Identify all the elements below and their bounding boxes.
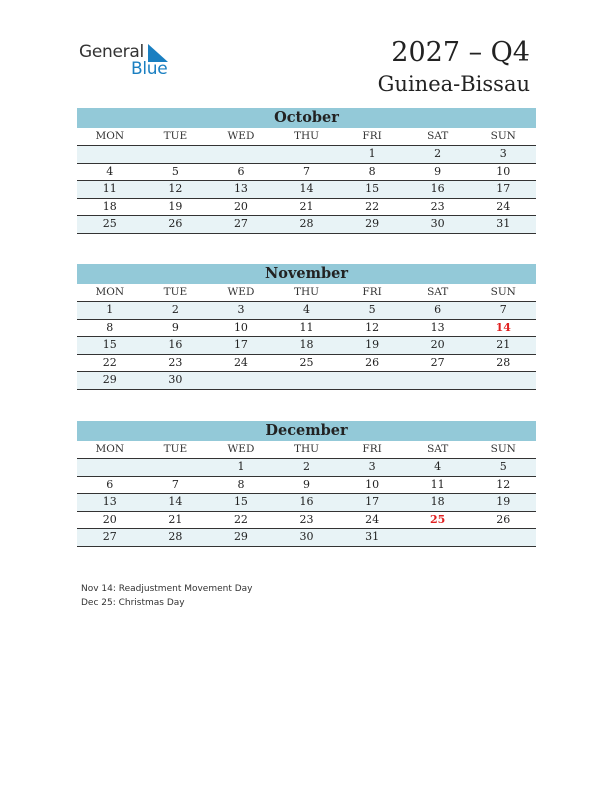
day-cell: 2 [303, 460, 311, 473]
logo-general-text: General [79, 42, 144, 62]
day-cell: 21 [496, 338, 511, 351]
day-cell: 13 [430, 320, 445, 334]
day-cell: 17 [496, 182, 511, 195]
day-cell: 8 [106, 320, 114, 334]
day-cell: 17 [233, 338, 248, 351]
day-cell: 16 [430, 182, 445, 195]
day-cell [143, 146, 209, 163]
day-cell: 26 [365, 355, 380, 369]
week-row [77, 512, 536, 530]
day-cell: 26 [168, 217, 183, 230]
day-cell: 21 [299, 199, 314, 213]
weekday-label: THU [294, 443, 320, 455]
weekday-label: SUN [490, 130, 516, 142]
weekday-label: SAT [427, 443, 449, 455]
day-cell [274, 146, 340, 163]
week-row [77, 302, 536, 320]
weekday-header-row [77, 284, 536, 302]
day-cell: 12 [365, 320, 380, 334]
day-cell: 28 [168, 530, 183, 543]
day-cell [470, 529, 536, 546]
day-cell: 18 [102, 199, 117, 213]
weekday-header-row [77, 441, 536, 459]
day-cell: 29 [365, 217, 380, 230]
day-cell [405, 372, 471, 389]
day-cell: 24 [233, 355, 248, 369]
day-cell: 30 [168, 373, 183, 386]
page-subtitle: Guinea-Bissau [377, 72, 530, 96]
month-name: December [77, 421, 536, 441]
day-cell: 10 [365, 477, 380, 491]
week-row [77, 216, 536, 234]
weekday-header-row [77, 128, 536, 146]
weekday-label: THU [294, 130, 320, 142]
day-cell: 22 [233, 512, 248, 526]
month-calendar-november [77, 264, 536, 390]
weekday-label: SAT [427, 130, 449, 142]
week-row [77, 199, 536, 217]
week-row [77, 477, 536, 495]
day-cell: 5 [368, 303, 376, 316]
weekday-label: SUN [490, 443, 516, 455]
day-cell: 16 [168, 338, 183, 351]
day-cell: 4 [434, 460, 442, 473]
holiday-day-cell: 25 [430, 512, 446, 526]
day-cell: 2 [434, 147, 442, 160]
day-cell [339, 372, 405, 389]
day-cell [77, 146, 143, 163]
day-cell: 7 [499, 303, 507, 316]
day-cell: 24 [496, 199, 511, 213]
day-cell: 1 [237, 460, 245, 473]
day-cell: 23 [168, 355, 183, 369]
day-cell [77, 459, 143, 476]
day-cell: 29 [233, 530, 248, 543]
month-calendar-december [77, 421, 536, 547]
holiday-notes [81, 582, 253, 610]
day-cell [470, 372, 536, 389]
day-cell: 17 [365, 495, 380, 508]
day-cell: 1 [368, 147, 376, 160]
day-cell: 8 [368, 164, 376, 178]
weekday-label: THU [294, 286, 320, 298]
weekday-label: SAT [427, 286, 449, 298]
week-row [77, 337, 536, 355]
day-cell: 2 [171, 303, 179, 316]
day-cell: 3 [499, 147, 507, 160]
day-cell: 5 [499, 460, 507, 473]
weekday-label: MON [95, 443, 125, 455]
day-cell: 5 [171, 164, 179, 178]
day-cell: 12 [168, 182, 183, 195]
day-cell: 14 [299, 182, 314, 195]
day-cell: 22 [365, 199, 380, 213]
week-row [77, 529, 536, 547]
day-cell: 19 [496, 495, 511, 508]
day-cell: 15 [102, 338, 117, 351]
day-cell [274, 372, 340, 389]
month-name: October [77, 108, 536, 128]
day-cell: 21 [168, 512, 183, 526]
day-cell [208, 372, 274, 389]
day-cell [208, 146, 274, 163]
weekday-label: WED [227, 443, 255, 455]
weekday-label: MON [95, 286, 125, 298]
week-row [77, 320, 536, 338]
week-row [77, 459, 536, 477]
day-cell: 28 [299, 217, 314, 230]
day-cell: 13 [102, 495, 117, 508]
day-cell: 15 [233, 495, 248, 508]
day-cell: 6 [434, 303, 442, 316]
day-cell: 27 [430, 355, 445, 369]
day-cell: 11 [430, 477, 445, 491]
day-cell: 23 [299, 512, 314, 526]
weekday-label: TUE [163, 286, 188, 298]
day-cell: 9 [303, 477, 311, 491]
week-row [77, 181, 536, 199]
day-cell: 24 [365, 512, 380, 526]
day-cell [405, 529, 471, 546]
weekday-label: FRI [362, 443, 382, 455]
day-cell: 31 [365, 530, 380, 543]
day-cell: 20 [102, 512, 117, 526]
day-cell: 11 [299, 320, 314, 334]
week-row [77, 372, 536, 390]
month-calendar-october [77, 108, 536, 234]
day-cell: 6 [237, 164, 245, 178]
weekday-label: TUE [163, 130, 188, 142]
day-cell: 26 [496, 512, 511, 526]
day-cell: 4 [303, 303, 311, 316]
day-cell: 27 [102, 530, 117, 543]
week-row [77, 355, 536, 373]
weekday-label: FRI [362, 130, 382, 142]
day-cell: 4 [106, 164, 114, 178]
day-cell: 7 [303, 164, 311, 178]
holiday-day-cell: 14 [495, 320, 511, 334]
week-row [77, 146, 536, 164]
holiday-note: Dec 25: Christmas Day [81, 598, 185, 608]
day-cell: 31 [496, 217, 511, 230]
day-cell: 27 [233, 217, 248, 230]
day-cell: 23 [430, 199, 445, 213]
day-cell: 19 [168, 199, 183, 213]
week-row [77, 164, 536, 182]
logo-blue-text: Blue [131, 59, 168, 79]
day-cell: 29 [102, 373, 117, 386]
weekday-label: SUN [490, 286, 516, 298]
day-cell: 16 [299, 495, 314, 508]
day-cell: 30 [430, 217, 445, 230]
day-cell: 18 [299, 338, 314, 351]
day-cell: 3 [368, 460, 376, 473]
weekday-label: MON [95, 130, 125, 142]
day-cell: 9 [171, 320, 179, 334]
day-cell: 25 [102, 217, 117, 230]
day-cell: 11 [102, 182, 117, 195]
day-cell: 9 [434, 164, 442, 178]
day-cell: 13 [233, 182, 248, 195]
page-title: 2027 – Q4 [391, 37, 530, 68]
day-cell: 28 [496, 355, 511, 369]
weekday-label: WED [227, 130, 255, 142]
holiday-note: Nov 14: Readjustment Movement Day [81, 584, 253, 594]
day-cell: 20 [233, 199, 248, 213]
day-cell: 10 [496, 164, 511, 178]
day-cell: 15 [365, 182, 380, 195]
day-cell: 22 [102, 355, 117, 369]
weekday-label: FRI [362, 286, 382, 298]
day-cell: 8 [237, 477, 245, 491]
day-cell: 30 [299, 530, 314, 543]
logo [79, 42, 179, 82]
day-cell: 1 [106, 303, 114, 316]
day-cell: 19 [365, 338, 380, 351]
day-cell [143, 459, 209, 476]
day-cell: 3 [237, 303, 245, 316]
day-cell: 7 [171, 477, 179, 491]
day-cell: 20 [430, 338, 445, 351]
weekday-label: TUE [163, 443, 188, 455]
weekday-label: WED [227, 286, 255, 298]
day-cell: 18 [430, 495, 445, 508]
day-cell: 6 [106, 477, 114, 491]
week-row [77, 494, 536, 512]
day-cell: 10 [233, 320, 248, 334]
day-cell: 14 [168, 495, 183, 508]
day-cell: 12 [496, 477, 511, 491]
day-cell: 25 [299, 355, 314, 369]
month-name: November [77, 264, 536, 284]
